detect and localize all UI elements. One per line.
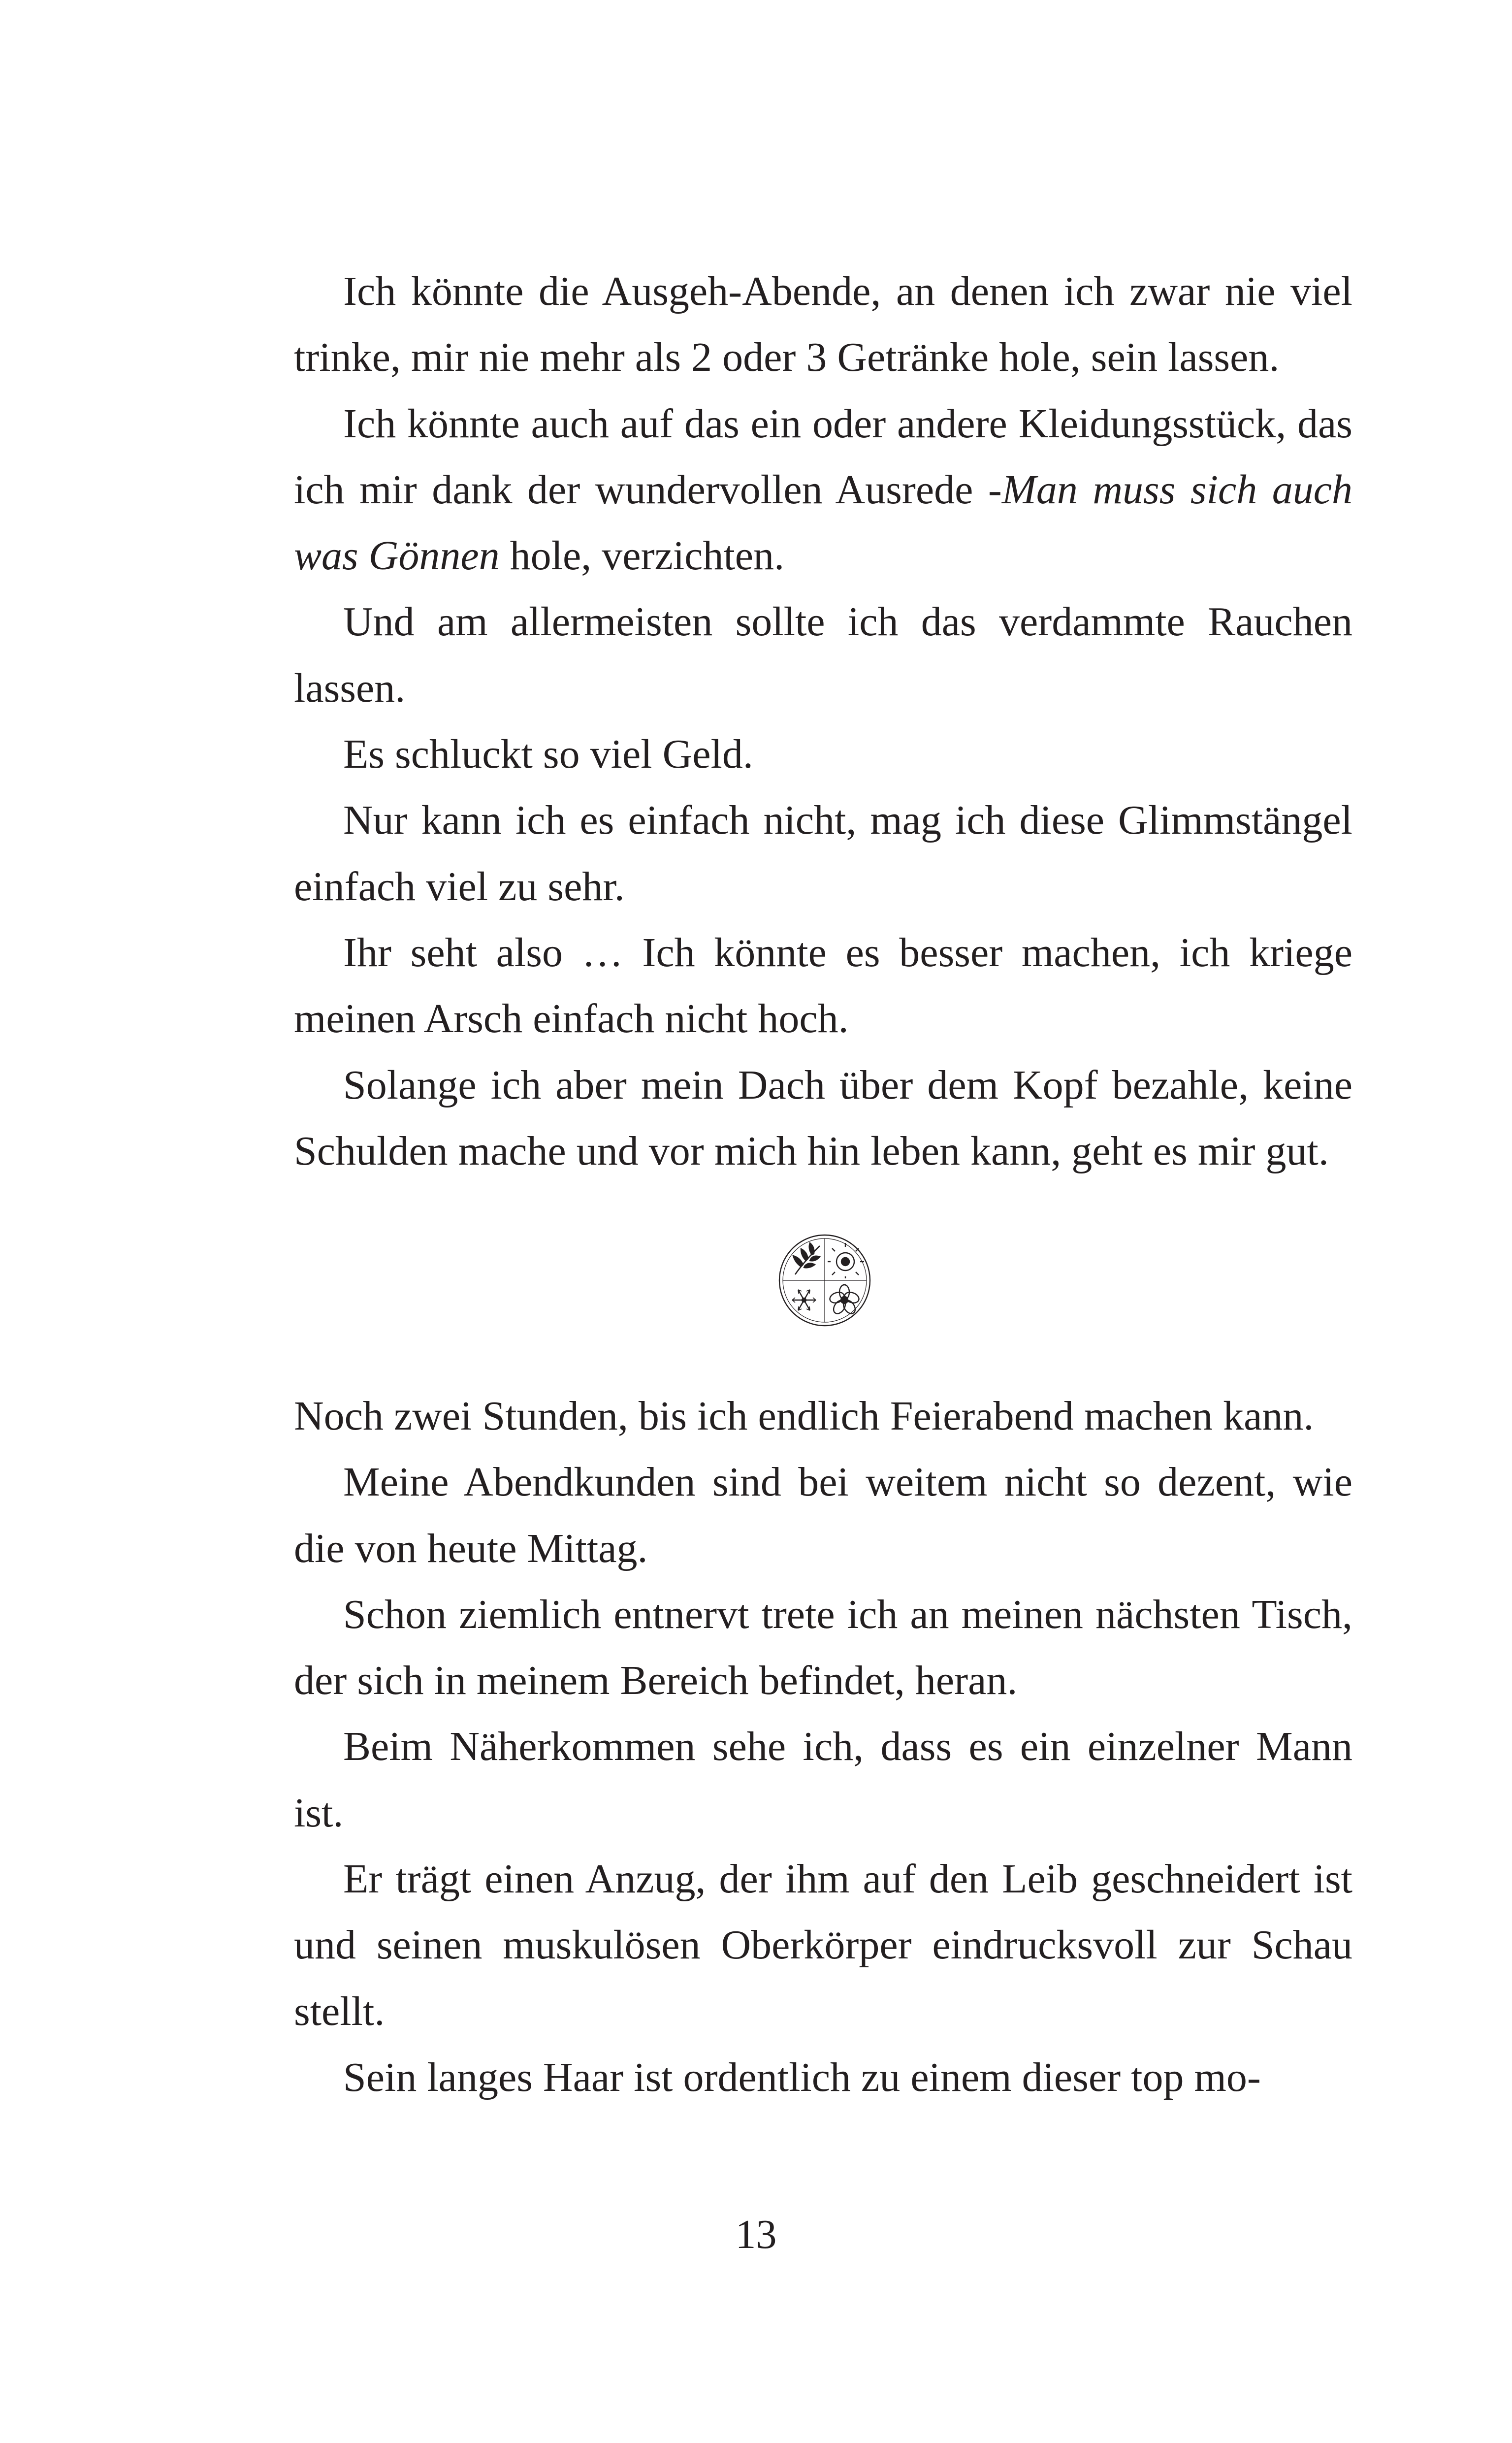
paragraph-text: Meine Abendkunden sind bei weitem nicht so dezent, wie die von heute Mittag. [294,1459,1352,1571]
paragraph-text: Ich könnte auch auf das ein oder andere Kleidungsstück, das ich mir dank der wundervollen Ausrede [294,400,1352,513]
paragraph-text: Sein langes Haar ist ordentlich zu einem dieser top mo- [343,2054,1261,2100]
paragraph-text: Nur kann ich es einfach nicht, mag ich diese Glimmstängel einfach viel zu sehr. [294,797,1352,910]
paragraph [294,1449,1352,1582]
paragraph-italic-text: -Man muss sich auch was Gönnen [294,466,1352,579]
paragraph [294,589,1352,721]
paragraph [294,1846,1352,2045]
seasons-emblem-icon [775,1231,874,1330]
paragraph-text: Solange ich aber mein Dach über dem Kopf bezahle, keine Schulden mache und vor mich hin leben kann, geht es mir gut. [294,1062,1352,1174]
paragraph [294,920,1352,1052]
paragraph-text: Noch zwei Stunden, bis ich endlich Feierabend machen kann. [294,1393,1314,1439]
paragraph [294,721,1352,787]
paragraph-text: Und am allermeisten sollte ich das verdammte Rauchen lassen. [294,599,1352,711]
text-section-1 [294,259,1352,1184]
paragraph [294,2045,1352,2111]
paragraph-text: Schon ziemlich entnervt trete ich an meinen nächsten Tisch, der sich in meinem Bereich befindet, heran. [294,1591,1352,1704]
page-number: 13 [735,2212,777,2257]
paragraph [294,787,1352,920]
paragraph [294,1383,1352,1449]
paragraph [294,1714,1352,1846]
paragraph [294,391,1352,589]
paragraph [294,1582,1352,1714]
paragraph [294,1052,1352,1185]
paragraph-text: Beim Näherkommen sehe ich, dass es ein einzelner Mann ist. [294,1724,1352,1836]
paragraph-text: Ich könnte die Ausgeh-Abende, an denen ich zwar nie viel trinke, mir nie mehr als 2 oder 3 Getränke hole, sein lassen. [294,268,1352,381]
paragraph-text: hole, verzichten. [499,533,785,579]
paragraph [294,259,1352,391]
paragraph-text: Er trägt einen Anzug, der ihm auf den Leib geschneidert ist und seinen muskulösen Oberkörper eindrucksvoll zur Schau stellt. [294,1856,1352,2034]
text-section-2 [294,1383,1352,2111]
paragraph-text: Ihr seht also … Ich könnte es besser machen, ich kriege meinen Arsch einfach nicht hoch. [294,929,1352,1042]
paragraph-text: Es schluckt so viel Geld. [343,731,753,778]
